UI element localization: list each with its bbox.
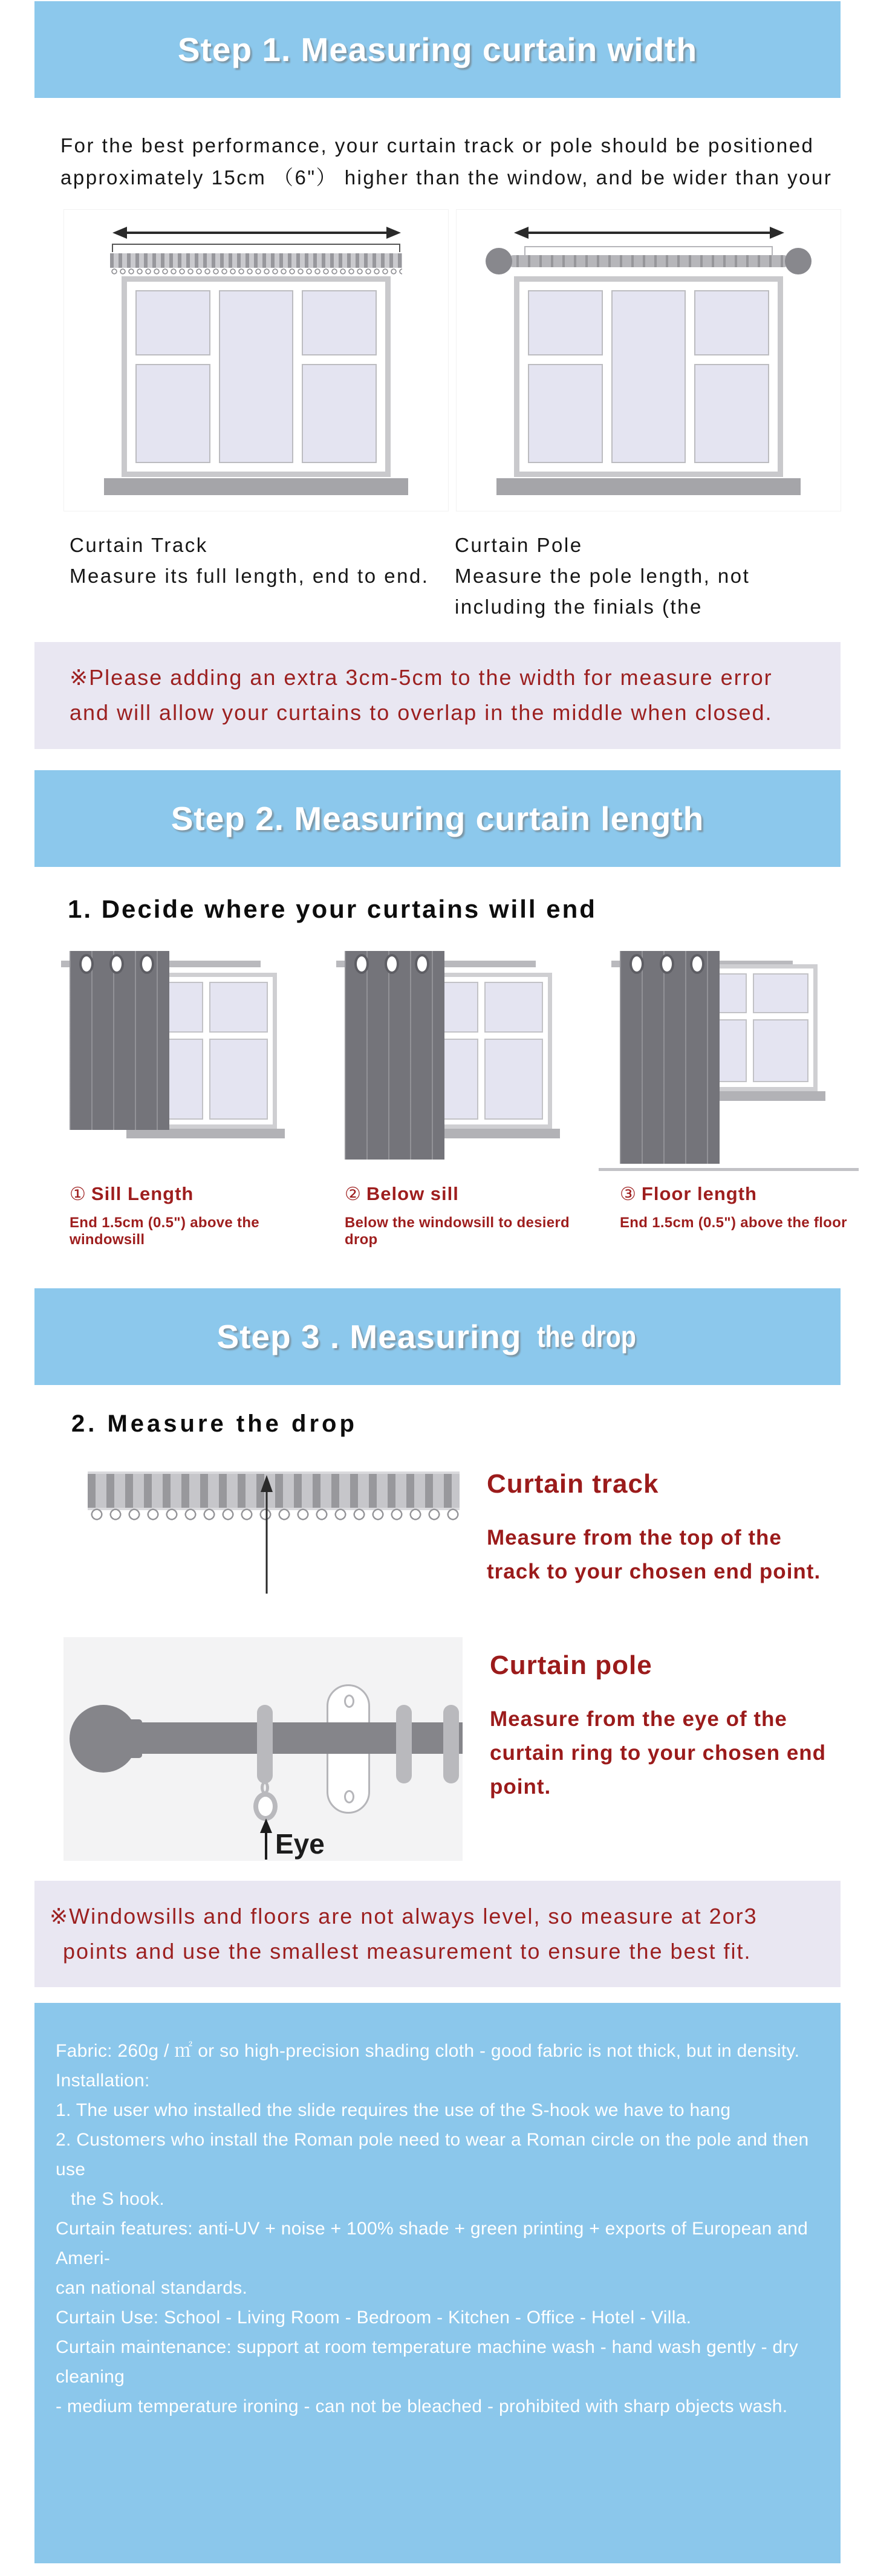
drop-track-text [487,1456,834,1595]
width-captions-row [70,530,875,622]
level-measure-note [34,1881,841,1988]
option-title: Floor length [641,1183,757,1204]
window-pane [611,290,686,463]
window-pane [484,1039,544,1120]
grommet-icon [140,954,154,974]
track-hooks [110,268,402,276]
drop-pole-row [0,1637,875,1861]
track-caption-body: Measure its full length, end to end. [70,564,429,587]
option-number: ② [345,1184,362,1204]
curtain-pole-bar [131,1722,463,1754]
curtain-panel [70,951,169,1130]
window-pane [135,364,210,462]
width-illustrations-row [63,209,875,511]
window-pane [302,364,377,462]
drop-pole-text [490,1637,838,1861]
option-number: ① [70,1184,86,1204]
step3-banner-title: Step 3 . Measuring [216,1317,522,1355]
ring-eye [253,1792,278,1821]
step3-banner-subtitle: the drop [537,1319,637,1354]
length-captions-row [70,1183,875,1248]
below-sill-caption [345,1183,587,1248]
step2-banner-title: Step 2. Measuring curtain length [171,799,704,837]
drop-track-title: Curtain track [487,1468,659,1499]
track-caption-title: Curtain Track [70,533,208,556]
width-measure-note [34,642,841,749]
curtain-track-illustration [63,209,449,511]
below-sill-illustration [339,939,581,1175]
info-line: 1. The user who installed the slide requires the use of the S-hook we have to hang [56,2100,731,2121]
window [514,276,783,477]
option-number: ③ [620,1184,637,1204]
windowsill [104,478,408,495]
grommet-icon [385,954,399,974]
sill-length-illustration [63,939,305,1175]
info-line: Curtain features: anti-UV + noise + 100% shade + green printing + exports of European and Ameri- [56,2219,808,2269]
eye-arrow-icon [257,1818,275,1861]
step3-banner [34,1288,841,1385]
pole-collar [126,1719,142,1758]
option-title: Sill Length [91,1183,194,1204]
floor-length-illustration [614,939,856,1175]
pole-caption [455,530,840,622]
grommet-icon [79,954,94,974]
grommet-icon [109,954,124,974]
width-arrow-icon [112,224,401,241]
curtain-panel [620,951,720,1164]
drop-track-body: Measure from the top of the track to your chosen end point. [487,1525,821,1583]
drop-pole-title: Curtain pole [490,1650,652,1680]
window-pane [528,364,603,462]
grommet-icon [629,954,644,974]
window-pane [302,290,377,356]
info-line: Curtain maintenance: support at room temperature machine wash - hand wash gently - dry cleaning [56,2337,799,2387]
option-desc: End 1.5cm (0.5") above the floor [620,1214,847,1231]
option-desc: Below the windowsill to desierd drop [345,1214,570,1248]
width-arrow-icon [514,224,784,241]
grommet-icon [660,954,674,974]
window-pane [484,982,544,1033]
step1-banner [34,1,841,98]
pole-caption-body: Measure the pole length, not including the finials (the [455,564,750,618]
up-arrow-icon [257,1475,276,1595]
step2-banner [34,770,841,867]
note-line: ※Please adding an extra 3cm-5cm to the width for measure error [70,665,773,690]
length-illustrations-row [63,939,875,1175]
window-pane [209,982,268,1033]
info-line: Fabric: 260g / ㎡ or so high-precision shading cloth - good fabric is not thick, but in density. [56,2041,800,2062]
bracket-screw-hole [344,1790,354,1803]
info-line: - medium temperature ironing - can not be bleached - prohibited with sharp objects wash. [56,2396,788,2417]
window [122,276,391,477]
window-pane [753,973,809,1014]
window-pane [209,1039,268,1120]
windowsill [126,1129,285,1138]
pole-finial-right [785,248,812,274]
decide-heading: 1. Decide where your curtains will end [68,894,597,923]
grommet-icon [415,954,429,974]
window-pane [528,290,603,356]
curtain-ring [257,1705,273,1783]
info-line: 2. Customers who install the Roman pole need to wear a Roman circle on the pole and then use [56,2130,809,2180]
track-length-bracket [112,244,400,252]
measure-drop-heading: 2. Measure the drop [71,1410,357,1437]
option-title: Below sill [366,1183,459,1204]
pole-length-bracket [524,246,773,255]
window-pane [135,290,210,356]
eye-label: Eye [275,1828,325,1860]
info-line: can national standards. [56,2278,248,2299]
drop-track-row [0,1456,875,1595]
floor-line [599,1168,859,1171]
note-line: ※Windowsills and floors are not always level, so measure at 2or3 [50,1903,758,1929]
windowsill [496,478,801,495]
pole-finial-left [486,248,512,274]
window-pane [694,290,769,356]
intro-paragraph: For the best performance, your curtain track or pole should be positioned approximately 15cm （6"） higher than the window, and be wider than your [60,134,833,189]
track-caption [70,530,455,622]
info-line: the S hook. [71,2189,165,2210]
step1-banner-title: Step 1. Measuring curtain width [177,31,698,68]
curtain-panel [345,951,444,1160]
option-desc: End 1.5cm (0.5") above the windowsill [70,1214,259,1248]
grommet-icon [690,954,704,974]
curtain-ring [443,1705,459,1783]
floor-length-caption [620,1183,862,1248]
drop-track-illustration [88,1456,460,1595]
curtain-track-strip [110,253,402,268]
curtain-pole-illustration [456,209,841,511]
curtain-pole-bar [507,255,790,267]
drop-pole-illustration [63,1637,463,1861]
window-pane [753,1019,809,1082]
note-line: and will allow your curtains to overlap in the middle when closed. [70,700,773,725]
note-line: points and use the smallest measurement to ensure the best fit. [63,1938,752,1964]
sill-length-caption [70,1183,311,1248]
drop-pole-body: Measure from the eye of the curtain ring to your chosen end point. [490,1707,827,1799]
pole-caption-title: Curtain Pole [455,533,583,556]
window-pane [694,364,769,462]
product-info-block [34,2003,841,2563]
info-line: Installation: [56,2071,150,2091]
bracket-screw-hole [344,1695,354,1708]
curtain-ring [396,1705,412,1783]
info-line: Curtain Use: School - Living Room - Bedroom - Kitchen - Office - Hotel - Villa. [56,2308,692,2328]
grommet-icon [354,954,369,974]
window-pane [219,290,294,463]
